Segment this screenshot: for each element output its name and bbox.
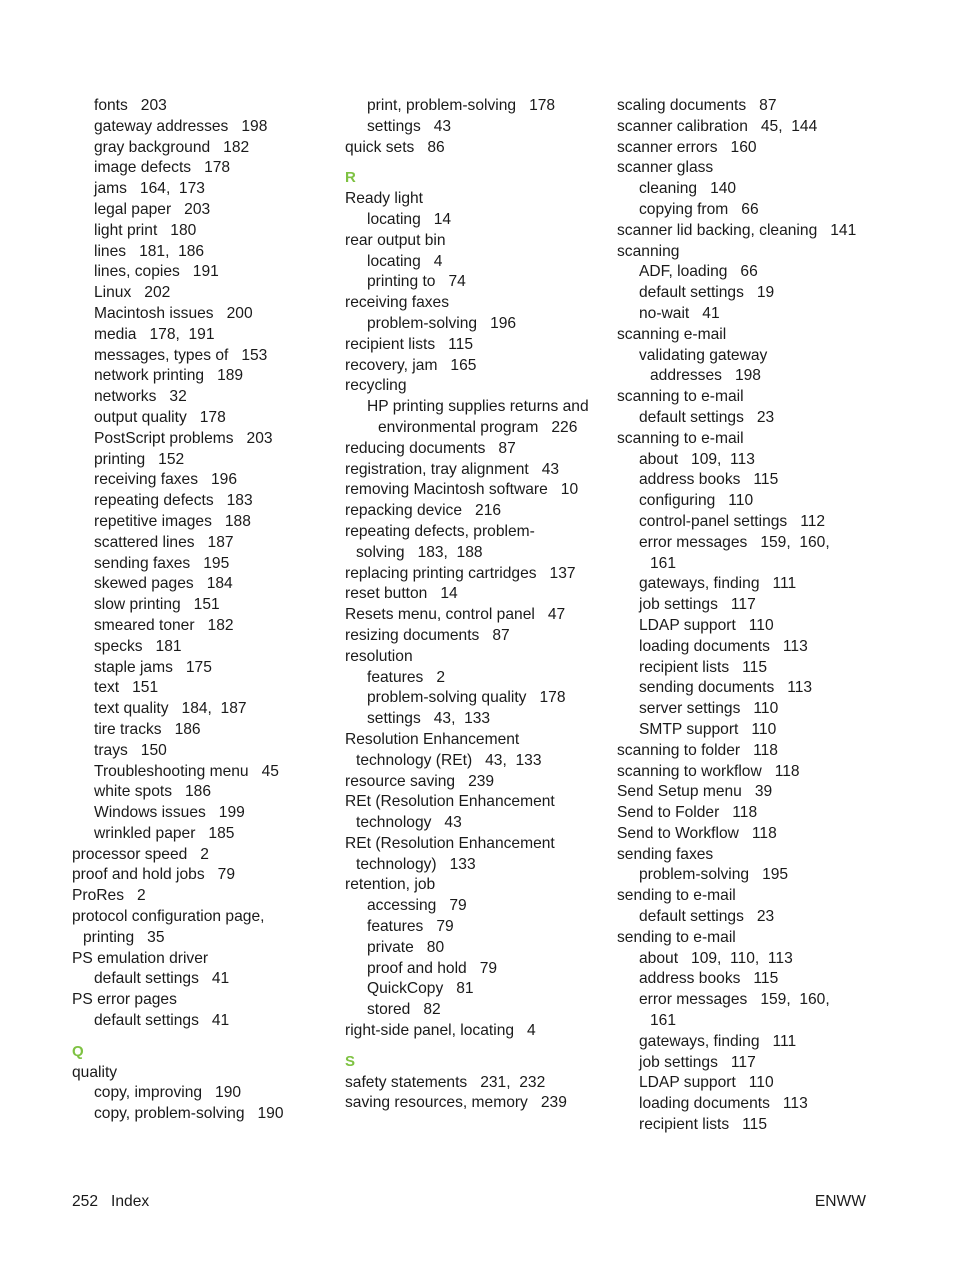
index-entry: PS error pages (72, 991, 177, 1009)
index-entry: addresses 198 (650, 367, 761, 385)
index-entry: quick sets 86 (345, 138, 445, 156)
index-entry: gateways, finding 111 (639, 575, 797, 593)
index-entry: gateways, finding 111 (639, 1032, 797, 1050)
index-entry: features 2 (367, 668, 446, 686)
index-entry: LDAP support 110 (639, 616, 774, 634)
index-entry: scanning to folder 118 (617, 741, 778, 759)
index-entry: environmental program 226 (378, 418, 578, 436)
index-entry: default settings 23 (639, 908, 775, 926)
index-entry: slow printing 151 (94, 596, 220, 614)
index-entry: protocol configuration page, (72, 908, 265, 926)
index-entry: loading documents 113 (639, 637, 808, 655)
index-entry: problem-solving 196 (367, 314, 517, 332)
index-entry: sending documents 113 (639, 679, 813, 697)
index-entry: messages, types of 153 (94, 346, 268, 364)
index-entry: job settings 117 (639, 1053, 756, 1071)
index-entry: print, problem-solving 178 (367, 97, 556, 114)
index-entry: Resolution Enhancement (345, 730, 520, 748)
index-letter-heading: Q (72, 1042, 84, 1060)
index-entry: reset button 14 (345, 585, 458, 603)
index-entry: repacking device 216 (345, 502, 502, 520)
index-entry: printing 35 (83, 928, 165, 946)
index-entry: Ready light (345, 190, 424, 208)
footer-code: ENWW (814, 1193, 866, 1210)
index-entry: QuickCopy 81 (367, 980, 474, 998)
index-entry: white spots 186 (94, 783, 212, 801)
index-entry: technology 43 (356, 814, 462, 832)
index-entry: ProRes 2 (72, 887, 146, 905)
index-column-2 (345, 96, 607, 1114)
index-entry: right-side panel, locating 4 (345, 1022, 536, 1040)
index-entry: HP printing supplies returns and (367, 398, 589, 416)
index-entry: Send to Workflow 118 (617, 824, 777, 842)
index-entry: job settings 117 (639, 596, 756, 614)
index-entry: receiving faxes 196 (94, 471, 238, 489)
index-entry: image defects 178 (94, 159, 231, 177)
index-entry: locating 4 (367, 252, 443, 270)
index-column-3 (617, 96, 879, 1136)
index-entry: default settings 23 (639, 408, 775, 426)
index-entry: light print 180 (94, 221, 197, 239)
index-entry: solving 183, 188 (356, 543, 483, 561)
index-entry: technology) 133 (356, 855, 476, 873)
index-entry: lines, copies 191 (94, 263, 219, 281)
index-entry: sending to e-mail (617, 887, 736, 905)
index-entry: sending to e-mail (617, 928, 736, 946)
index-entry: scaling documents 87 (617, 97, 777, 114)
index-entry: repeating defects 183 (94, 492, 253, 510)
index-letter-heading: S (345, 1052, 356, 1070)
index-entry: 161 (650, 1012, 677, 1030)
index-entry: scanning to e-mail (617, 429, 744, 447)
index-entry: cleaning 140 (639, 180, 737, 198)
index-entry: problem-solving 195 (639, 866, 789, 884)
index-entry: default settings 19 (639, 284, 775, 302)
index-entry: skewed pages 184 (94, 575, 233, 593)
index-entry: server settings 110 (639, 700, 779, 718)
index-entry: scanner calibration 45, 144 (617, 117, 818, 135)
index-entry: problem-solving quality 178 (367, 689, 566, 707)
index-entry: quality (72, 1063, 118, 1081)
index-entry: scanner lid backing, cleaning 141 (617, 221, 857, 239)
index-entry: receiving faxes (345, 294, 450, 312)
index-entry: replacing printing cartridges 137 (345, 564, 576, 582)
index-entry: Macintosh issues 200 (94, 304, 253, 322)
index-entry: proof and hold jobs 79 (72, 866, 235, 884)
index-entry: accessing 79 (367, 897, 467, 915)
index-entry: recycling (345, 377, 407, 395)
index-entry: REt (Resolution Enhancement (345, 793, 555, 811)
index-entry: LDAP support 110 (639, 1074, 774, 1092)
index-entry: safety statements 231, 232 (345, 1073, 546, 1091)
index-entry: removing Macintosh software 10 (345, 481, 579, 499)
index-entry: stored 82 (367, 1001, 441, 1019)
index-entry: scanner errors 160 (617, 138, 757, 156)
index-entry: error messages 159, 160, (639, 991, 830, 1009)
index-entry: staple jams 175 (94, 658, 212, 676)
index-entry: copy, improving 190 (94, 1084, 242, 1102)
index-entry: repeating defects, problem- (345, 522, 535, 540)
index-entry: rear output bin (345, 231, 446, 249)
index-entry: recipient lists 115 (345, 335, 473, 353)
index-entry: features 79 (367, 918, 454, 936)
index-entry: address books 115 (639, 471, 779, 489)
index-entry: default settings 41 (94, 970, 230, 988)
index-entry: Windows issues 199 (94, 804, 245, 822)
index-entry: 161 (650, 554, 677, 572)
index-entry: settings 43 (367, 117, 452, 135)
index-entry: legal paper 203 (94, 200, 211, 218)
index-entry: copy, problem-solving 190 (94, 1105, 284, 1123)
index-entry: tire tracks 186 (94, 720, 201, 738)
index-entry: processor speed 2 (72, 845, 209, 863)
index-entry: proof and hold 79 (367, 959, 498, 977)
index-entry: sending faxes 195 (94, 554, 230, 572)
index-entry: scanning e-mail (617, 325, 727, 343)
index-entry: media 178, 191 (94, 325, 215, 343)
index-entry: scanning to e-mail (617, 388, 744, 406)
index-entry: smeared toner 182 (94, 616, 234, 634)
index-entry: text 151 (94, 679, 159, 697)
index-entry: PostScript problems 203 (94, 429, 273, 447)
index-entry: printing 152 (94, 450, 185, 468)
index-entry: REt (Resolution Enhancement (345, 834, 555, 852)
index-entry: SMTP support 110 (639, 720, 777, 738)
index-entry: recipient lists 115 (639, 658, 767, 676)
index-column-1 (72, 96, 334, 1125)
index-entry: repetitive images 188 (94, 512, 251, 530)
index-entry: gray background 182 (94, 138, 250, 156)
index-entry: ADF, loading 66 (639, 263, 758, 281)
index-entry: jams 164, 173 (94, 180, 205, 198)
index-entry: fonts 203 (94, 97, 167, 114)
index-entry: network printing 189 (94, 367, 244, 385)
index-entry: error messages 159, 160, (639, 533, 830, 551)
index-entry: PS emulation driver (72, 949, 209, 967)
index-entry: resource saving 239 (345, 772, 495, 790)
index-entry: trays 150 (94, 741, 167, 759)
index-entry: scanning to workflow 118 (617, 762, 800, 780)
index-entry: technology (REt) 43, 133 (356, 751, 542, 769)
index-entry: Troubleshooting menu 45 (94, 762, 279, 780)
index-entry: Send Setup menu 39 (617, 783, 773, 801)
index-entry: output quality 178 (94, 408, 226, 426)
index-entry: sending faxes (617, 845, 714, 863)
index-entry: printing to 74 (367, 273, 466, 291)
index-entry: networks 32 (94, 388, 187, 406)
index-entry: recovery, jam 165 (345, 356, 477, 374)
index-entry: wrinkled paper 185 (94, 824, 235, 842)
index-entry: reducing documents 87 (345, 439, 516, 457)
index-entry: Linux 202 (94, 284, 171, 302)
index-entry: loading documents 113 (639, 1095, 808, 1113)
index-entry: validating gateway (639, 346, 768, 364)
index-entry: address books 115 (639, 970, 779, 988)
index-entry: scanner glass (617, 159, 714, 177)
index-entry: configuring 110 (639, 492, 754, 510)
index-entry: gateway addresses 198 (94, 117, 268, 135)
footer-page-label: 252 Index (72, 1193, 150, 1210)
index-entry: registration, tray alignment 43 (345, 460, 560, 478)
index-entry: Send to Folder 118 (617, 804, 758, 822)
index-entry: retention, job (345, 876, 436, 894)
index-entry: recipient lists 115 (639, 1116, 767, 1134)
index-entry: resizing documents 87 (345, 626, 510, 644)
index-entry: Resets menu, control panel 47 (345, 606, 566, 624)
index-entry: saving resources, memory 239 (345, 1094, 567, 1112)
index-entry: default settings 41 (94, 1012, 230, 1030)
index-entry: copying from 66 (639, 200, 759, 218)
index-entry: settings 43, 133 (367, 710, 491, 728)
index-entry: lines 181, 186 (94, 242, 205, 260)
index-entry: scattered lines 187 (94, 533, 234, 551)
index-entry: about 109, 110, 113 (639, 949, 793, 967)
index-entry: about 109, 113 (639, 450, 755, 468)
index-entry: control-panel settings 112 (639, 512, 826, 530)
index-entry: locating 14 (367, 210, 452, 228)
index-entry: resolution (345, 647, 413, 665)
index-entry: no-wait 41 (639, 304, 720, 322)
index-entry: specks 181 (94, 637, 182, 655)
index-entry: scanning (617, 242, 680, 260)
index-entry: private 80 (367, 938, 445, 956)
index-entry: text quality 184, 187 (94, 700, 247, 718)
index-letter-heading: R (345, 169, 356, 187)
